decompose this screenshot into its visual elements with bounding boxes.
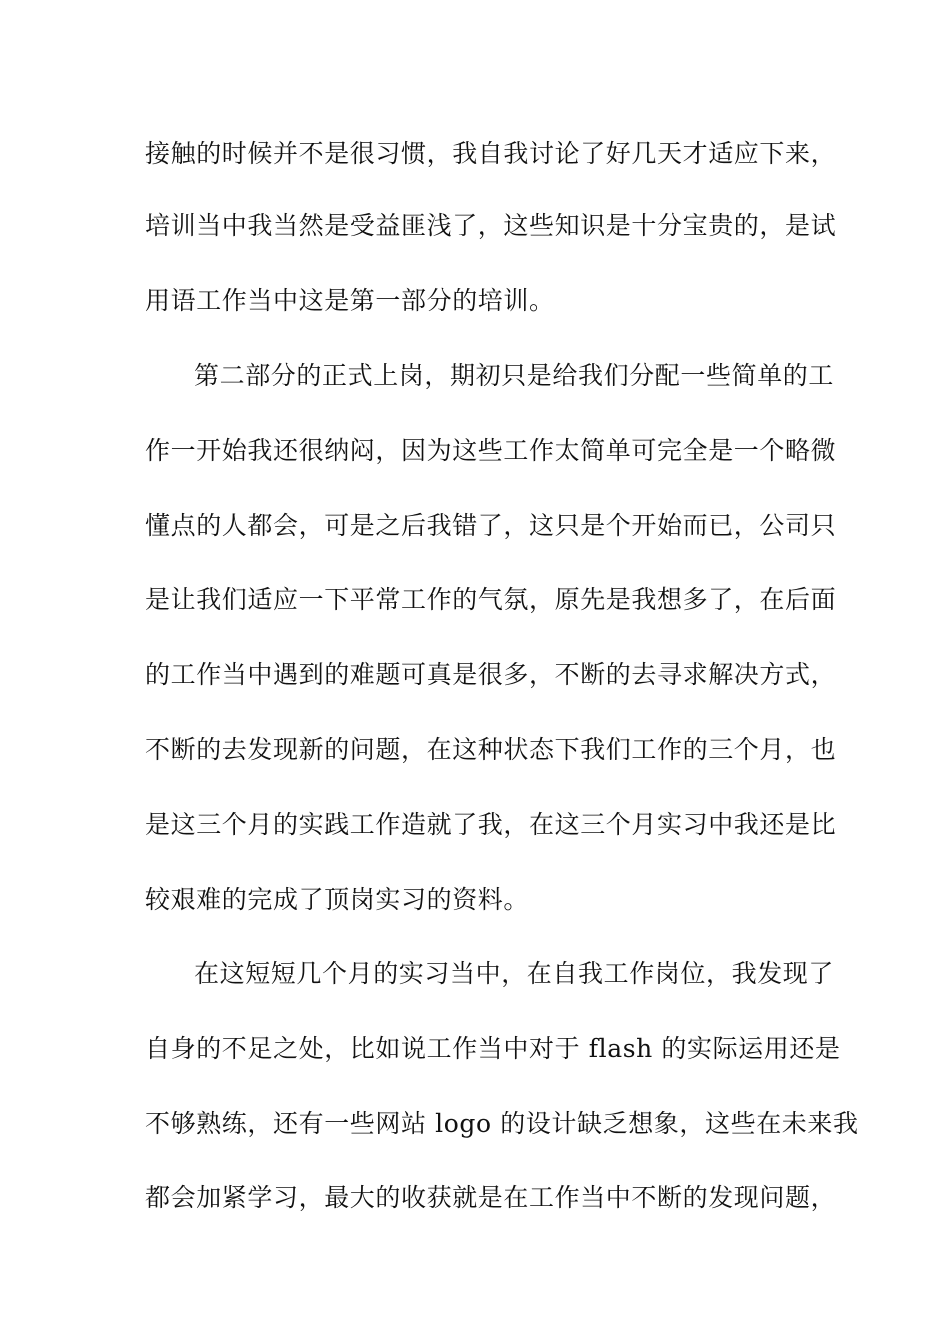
paragraph-start-line: 第二部分的正式上岗，期初只是给我们分配一些简单的工 (194, 361, 835, 390)
text-line: 懂点的人都会，可是之后我错了，这只是个开始而已，公司只 (145, 511, 837, 540)
text-line: 自身的不足之处，比如说工作当中对于 flash 的实际运用还是 (145, 1034, 841, 1063)
text-line: 较艰难的完成了顶岗实习的资料。 (145, 885, 530, 914)
text-line: 是让我们适应一下平常工作的气氛，原先是我想多了，在后面 (145, 585, 837, 614)
text-line: 不够熟练，还有一些网站 logo 的设计缺乏想象，这些在未来我 (145, 1109, 859, 1138)
text-line: 不断的去发现新的问题，在这种状态下我们工作的三个月，也 (145, 735, 837, 764)
paragraph-start-line: 在这短短几个月的实习当中，在自我工作岗位，我发现了 (194, 959, 835, 988)
text-line: 接触的时候并不是很习惯，我自我讨论了好几天才适应下来， (145, 139, 837, 168)
text-line: 用语工作当中这是第一部分的培训。 (145, 286, 555, 315)
text-line: 作一开始我还很纳闷，因为这些工作太简单可完全是一个略微 (145, 436, 837, 465)
text-line: 的工作当中遇到的难题可真是很多，不断的去寻求解决方式， (145, 660, 837, 689)
text-line: 都会加紧学习，最大的收获就是在工作当中不断的发现问题， (145, 1183, 837, 1212)
text-line: 培训当中我当然是受益匪浅了，这些知识是十分宝贵的，是试 (145, 211, 837, 240)
text-line: 是这三个月的实践工作造就了我，在这三个月实习中我还是比 (145, 810, 837, 839)
